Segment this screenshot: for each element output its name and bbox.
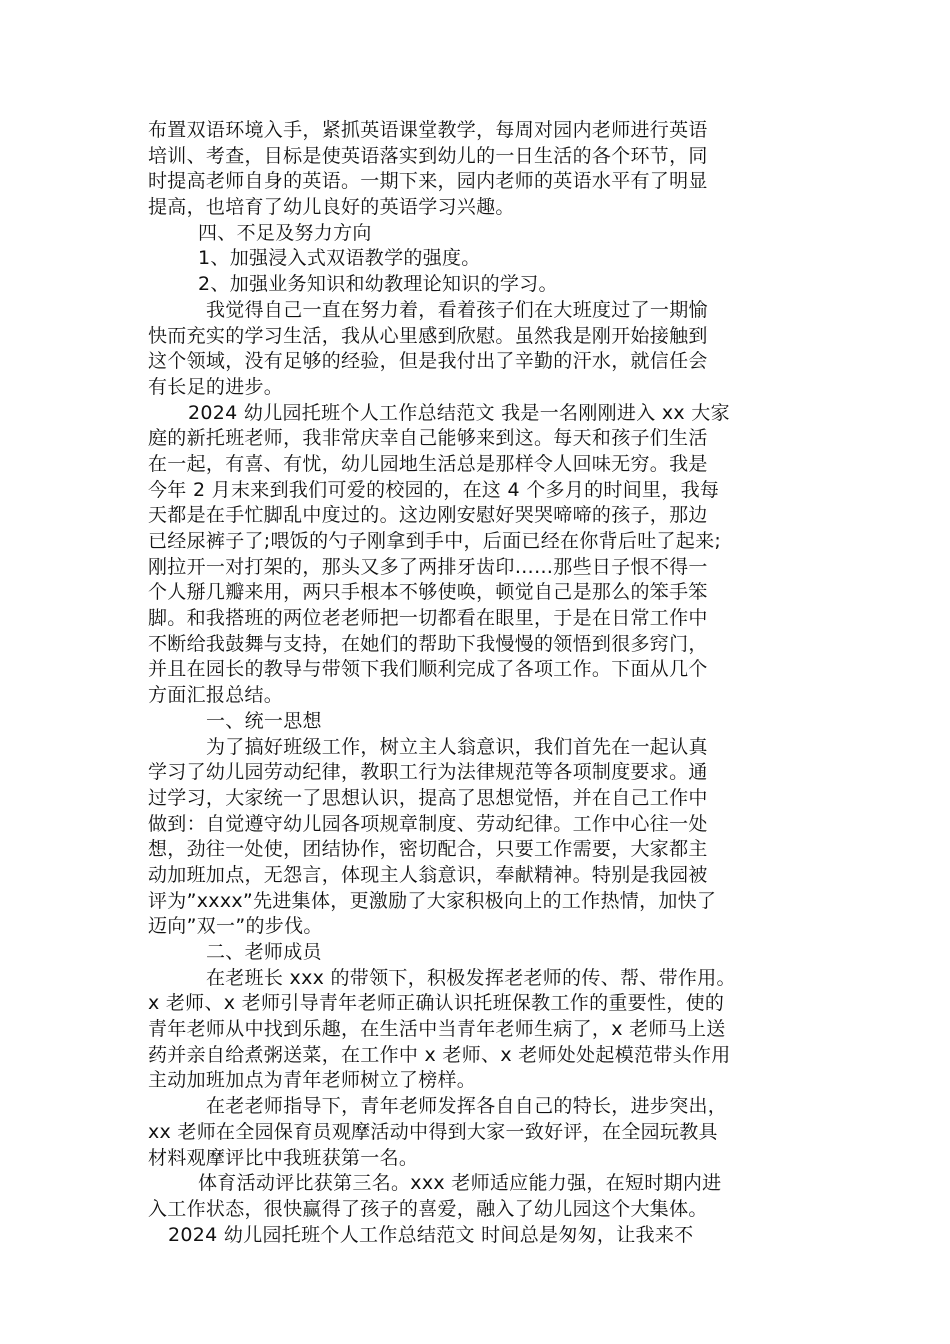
document-body (148, 118, 808, 1248)
body-line: 在一起，有喜、有忧，幼儿园地生活总是那样令人回味无穷。我是 (148, 452, 708, 475)
body-line: 动加班加点，无怨言，体现主人翁意识，奉献精神。特别是我园被 (148, 863, 708, 886)
body-line: 快而充实的学习生活，我从心里感到欣慰。虽然我是刚开始接触到 (148, 324, 708, 347)
body-line: 提高，也培育了幼儿良好的英语学习兴趣。 (148, 196, 515, 219)
section-heading: 二、老师成员 (206, 941, 322, 963)
list-item: 2、加强业务知识和幼教理论知识的学习。 (198, 273, 558, 296)
body-line: 不断给我鼓舞与支持，在她们的帮助下我慢慢的领悟到很多窍门， (148, 632, 708, 655)
paragraph-first-line: 在老老师指导下，青年老师发挥各自自己的特长，进步突出， (206, 1095, 728, 1118)
body-line: 时提高老师自身的英语。一期下来，园内老师的英语水平有了明显 (148, 170, 708, 193)
body-line: 评为”xxxx”先进集体，更激励了大家积极向上的工作热情，加快了 (148, 889, 717, 912)
body-line: x 老师、x 老师引导青年老师正确认识托班保教工作的重要性，使的 (148, 992, 725, 1015)
body-line: 迈向”双一”的步伐。 (148, 915, 323, 938)
body-line: 已经尿裤子了;喂饭的勺子刚拿到手中，后面已经在你背后吐了起来; (148, 530, 722, 552)
body-line: 材料观摩评比中我班获第一名。 (148, 1146, 419, 1169)
body-line: 想，劲往一处使，团结协作，密切配合，只要工作需要，大家都主 (148, 838, 708, 861)
body-line: 有长足的进步。 (148, 375, 284, 398)
paragraph-first-line: 体育活动评比获第三名。xxx 老师适应能力强，在短时期内进 (198, 1172, 722, 1195)
body-line: 刚拉开一对打架的，那头又多了两排牙齿印……那些日子恨不得一 (148, 555, 708, 578)
body-line: 个人掰几瓣来用，两只手根本不够使唤，顿觉自己是那么的笨手笨 (148, 581, 708, 604)
paragraph-first-line: 我觉得自己一直在努力着，看着孩子们在大班度过了一期愉 (206, 298, 708, 321)
paragraph-first-line: 2024 幼儿园托班个人工作总结范文 我是一名刚刚进入 xx 大家 (188, 401, 730, 424)
body-line: 学习了幼儿园劳动纪律，教职工行为法律规范等各项制度要求。通 (148, 761, 708, 784)
body-line: 脚。和我搭班的两位老老师把一切都看在眼里，于是在日常工作中 (148, 607, 708, 630)
list-item: 1、加强浸入式双语教学的强度。 (198, 247, 481, 270)
body-line: 做到：自觉遵守幼儿园各项规章制度、劳动纪律。工作中心往一处 (148, 812, 708, 835)
body-line: xx 老师在全园保育员观摩活动中得到大家一致好评，在全园玩教具 (148, 1120, 718, 1143)
body-line: 今年 2 月末来到我们可爱的校园的，在这 4 个多月的时间里，我每 (148, 478, 720, 501)
body-line: 培训、考查，目标是使英语落实到幼儿的一日生活的各个环节，同 (148, 144, 708, 167)
paragraph-first-line: 在老班长 xxx 的带领下，积极发挥老老师的传、帮、带作用。 (206, 966, 736, 989)
body-line: 青年老师从中找到乐趣，在生活中当青年老师生病了，x 老师马上送 (148, 1018, 726, 1041)
body-line: 方面汇报总结。 (148, 684, 284, 707)
paragraph-first-line: 2024 幼儿园托班个人工作总结范文 时间总是匆匆，让我来不 (168, 1223, 694, 1246)
body-line: 过学习，大家统一了思想认识，提高了思想觉悟，并在自己工作中 (148, 786, 708, 809)
body-line: 药并亲自给煮粥送菜，在工作中 x 老师、x 老师处处起模范带头作用 (148, 1043, 731, 1066)
section-heading: 一、统一思想 (206, 709, 322, 732)
paragraph-first-line: 为了搞好班级工作，树立主人翁意识，我们首先在一起认真 (206, 735, 708, 758)
section-heading: 四、不足及努力方向 (198, 221, 372, 244)
body-line: 天都是在手忙脚乱中度过的。这边刚安慰好哭哭啼啼的孩子，那边 (148, 504, 708, 527)
body-line: 主动加班加点为青年老师树立了榜样。 (148, 1069, 477, 1092)
body-line: 布置双语环境入手，紧抓英语课堂教学，每周对园内老师进行英语 (148, 119, 708, 141)
body-line: 这个领域，没有足够的经验，但是我付出了辛勤的汗水，就信任会 (148, 350, 708, 373)
body-line: 庭的新托班老师，我非常庆幸自己能够来到这。每天和孩子们生活 (148, 427, 708, 450)
body-line: 入工作状态，很快赢得了孩子的喜爱，融入了幼儿园这个大集体。 (148, 1197, 708, 1220)
body-line: 并且在园长的教导与带领下我们顺利完成了各项工作。下面从几个 (148, 658, 708, 681)
